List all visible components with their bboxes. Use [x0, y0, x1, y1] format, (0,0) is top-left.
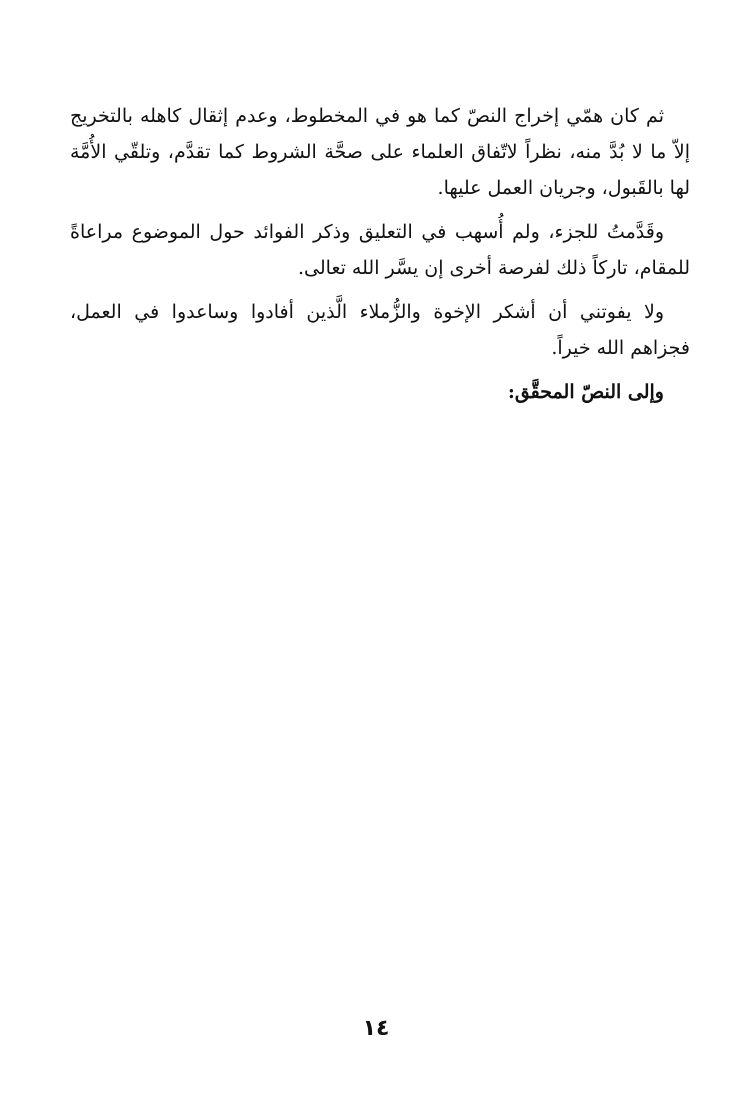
paragraph-introduction: وقَدَّمتُ للجزء، ولم أُسهب في التعليق وذكر الفوائد حول الموضوع مراعاةً للمقام، تاركاً ذلك لفرصة أخرى إن يسَّر الله تعالى. [70, 221, 690, 279]
closing-heading: وإلى النصّ المحقَّق: [507, 381, 664, 403]
page-number: ١٤ [362, 1016, 390, 1041]
paragraph-acknowledgements: ولا يفوتني أن أشكر الإخوة والزُّملاء الَّذين أفادوا وساعدوا في العمل، فجزاهم الله خيراً. [70, 301, 690, 359]
document-body [70, 98, 690, 418]
paragraph-text-edition: ثم كان همّي إخراج النصّ كما هو في المخطوط، وعدم إثقال كاهله بالتخريج إلاّ ما لا بُدَّ منه، نظراً لاتّفاق العلماء على صحَّة الشروط كما تقدَّم، وتلقّي الأُمَّة لها بالقَبول، وجريان العمل عليها. [70, 105, 690, 199]
